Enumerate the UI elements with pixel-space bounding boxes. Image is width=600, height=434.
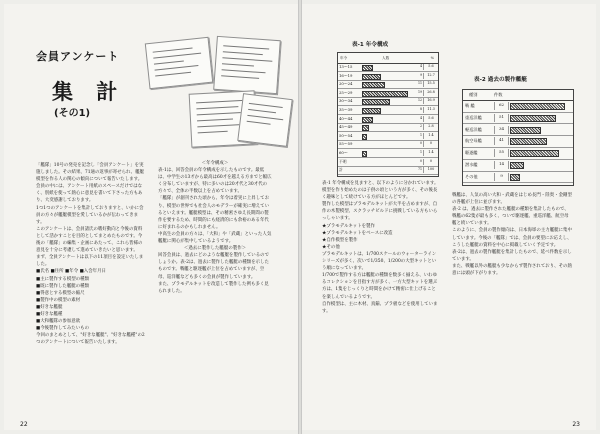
table2-row [463, 160, 573, 172]
table1-bar [362, 91, 408, 97]
table2-row-value: 41 [494, 137, 509, 145]
article-subtitle: (その1) [54, 108, 91, 119]
table1-row-label: 16〜19 [339, 72, 353, 78]
table1-bar [362, 65, 373, 71]
table2-row-label: その他 [465, 173, 478, 179]
table2-header: 種別 件数 [463, 90, 573, 101]
table2-row-label: 駆逐艦 [465, 150, 478, 156]
table2-row-value: 55 [494, 149, 509, 157]
table1-row-label: 40〜44 [339, 115, 353, 121]
table1-row-count: 12 [417, 98, 422, 103]
table1-row-value: 2.8 [423, 124, 438, 130]
table1-caption: 表-1 年令構成 [352, 42, 389, 48]
table2-row-label: 軽巡洋艦 [465, 126, 482, 132]
table1-row-label: 13〜15 [339, 64, 353, 69]
table2-row [463, 172, 573, 184]
page-number-right: 23 [572, 421, 580, 428]
table2-bar [510, 115, 556, 122]
questionnaire-photo-1 [145, 37, 213, 89]
table1-row-label: 計 [339, 167, 343, 173]
table1-row-count: 19 [417, 89, 422, 94]
table1-row-value: 15.5 [423, 81, 438, 87]
survey-item: ■既に製作した艦艇の種類 [36, 283, 90, 289]
article-kicker: 会員アンケート [36, 50, 120, 63]
table1-row-label: 60〜 [339, 150, 348, 155]
table1-row-value: 1.4 [423, 133, 438, 139]
table1-row-value: 1.4 [423, 150, 438, 156]
table2-bar [510, 162, 524, 169]
table1-row-label: 25〜29 [339, 89, 353, 95]
table2-bar [510, 127, 541, 134]
left-column-1: 「艦隊」10号の発売を記念し「会員アンケート」を実施しました。その結果、71通の返事が寄せられ、艦艇模型を作る人の関心の傾向について報告いたします。 会員の中には、アンケート用紙のスペースだけではなく、別紙を使って熱心に意見を書いて下さった方もあり、大変感謝しております。 1つ1つのアンケートを集計しておりますと、いかに会員の方々が艦艇模型を愛しているかが伝わってきます。 このアンケートは、会員諸氏の嗜好動向と今後の資料として活かすことを目的としてまとめたものです。今後の「艦隊」の編集・企画にあたって、これら皆様の意見を十分に考慮して進めていきたいと思います。 まず、全員アンケートは以下の11項目を設定いたしました。 ■氏名 ■住所 ■年令 ■入会年月日 ■主に製作する模型の種類 ■既に製作した艦艇の種類 ■得意とする模型の縮尺 ■製作中の模型の素材 ■好きな艦艇 ■好きな艦種 ■大和艦隊の参加意欲 ■今後製作してみたいもの 今回のまとめとして、"好きな艦艇"、"好きな艦種"の2つのアンケートについて報告いたします。 [36, 163, 145, 346]
survey-item: ■主に製作する模型の種類 [36, 276, 90, 282]
page-number-left: 22 [20, 421, 28, 428]
table2-row-value: 34 [494, 126, 509, 134]
table1-row-label: 30〜34 [339, 98, 353, 104]
table1-row-label: 45〜49 [339, 124, 353, 130]
table2-past-built-ships [462, 89, 574, 186]
survey-item: ■今後製作してみたいもの [36, 326, 90, 332]
table2-row-value: 9 [494, 173, 509, 181]
table1-bar [362, 134, 367, 140]
table2-row [463, 148, 573, 160]
survey-item: ■好きな艦艇 [36, 304, 63, 310]
table1-row-count: 2 [419, 124, 422, 129]
table1-row-count: 0 [419, 158, 422, 163]
table1-header: 年令 人数 % [338, 53, 438, 64]
table2-row-label: 潜水艦 [465, 162, 478, 167]
table1-bar [362, 74, 381, 80]
table1-bar [362, 151, 367, 157]
questionnaire-photo-2 [213, 36, 281, 94]
table1-row-value: 0 [423, 159, 438, 165]
table1-row-value: 100 [423, 167, 438, 173]
table1-row-count: 9 [419, 72, 422, 77]
table1-row-value: 12.7 [423, 73, 438, 79]
table1-bar [362, 82, 385, 88]
table1-row-count: 1 [419, 132, 422, 137]
survey-item: ■製作中の模型の素材 [36, 297, 81, 303]
table2-row-value: 14 [494, 161, 509, 169]
table1-row-value: 0 [423, 141, 438, 147]
table1-row-label: 55〜59 [339, 141, 353, 147]
table1-bar [362, 117, 373, 123]
table1-bar [362, 108, 381, 114]
table1-row-label: 20〜24 [339, 81, 353, 87]
table1-row-value: 5.6 [423, 116, 438, 122]
table2-row [463, 101, 573, 113]
table2-row-value: 62 [494, 102, 509, 110]
survey-item: ■好きな艦種 [36, 311, 63, 317]
table2-row-value: 51 [494, 114, 509, 122]
table1-bar [362, 125, 369, 131]
book-gutter [298, 0, 302, 434]
table1-bar [362, 99, 390, 105]
table2-bar [510, 138, 547, 145]
table2-row-label: 重巡洋艦 [465, 114, 482, 120]
survey-item: ■氏名 ■住所 ■年令 ■入会年月日 [36, 269, 106, 275]
table2-row-label: 戦 艦 [465, 103, 475, 108]
table1-row-label: 35〜39 [339, 107, 353, 112]
table2-bar [510, 150, 559, 157]
article-title: 集 計 [52, 80, 126, 104]
table2-row [463, 136, 573, 148]
right-column-3: 表-1 年令構成を見ますと、以下のように分かれています。模型を作り始めたのは子供の頃という方が多く、その後長く趣味として続けている方がほとんどです。 製作した模型はプラモデルキットが大半を占めますが、自作の木製模型、スクラッチビルドに挑戦している方もいらっしゃいます。 ★プラモデルキットを製作 ★プラモデルキットをベースに改造 ★自作模型を製作 ★その他 プラモデルキットは、1/700スケールのウォーターラインシリーズが多く、次いで1/350、1/200の大型キットという順になっています。 1/700で製作する方は艦艇の種類を数多く揃える、いわゆるコレクションを目指す方が多く、一方大型キットを選ぶ方は、1隻をじっくりと時間をかけて精密に仕上げることを楽しんでいるようです。 自作模型は、主に木材、真鍮、プラ板などを使用しています。 [322, 181, 439, 314]
table2-row [463, 113, 573, 125]
questionnaire-photo-4 [237, 93, 292, 147]
table2-bar [510, 174, 520, 181]
table1-row-count: 8 [419, 107, 422, 111]
survey-item: ■大和艦隊の参加意欲 [36, 319, 81, 325]
right-column-4: 戦艦は、人気の高い大和・武蔵をはじめ長門・陸奥・金剛型の各艦が上位に並びます。 表-2 は、過去に製作された艦艇の種類を集計したもので、戦艦の62隻が最も多く、ついで駆逐艦、重巡洋艦、航空母艦と続いています。 このように、会員の製作傾向は、日本海軍の主力艦艇に集中しています。今後の「艦隊」では、会員の要望にお応えし、こうした艦艇の資料を中心に掲載していく予定です。 表-2は、過去の製作艦艇を集計したもので、延べ件数を示しています。 また、戦艦以外の艦艇も少なからず製作されており、その熱意には頭が下がります。 [452, 193, 572, 277]
table1-row [338, 166, 438, 175]
table1-row-value: 16.9 [423, 98, 438, 104]
table2-row-label: 航空母艦 [465, 138, 482, 144]
table2-caption: 表-2 過去の製作艦艇 [474, 77, 527, 83]
table1-row-value: 5.6 [423, 64, 438, 70]
table1-row-count: 4 [419, 64, 422, 68]
table1-row-value: 26.8 [423, 90, 438, 96]
table1-row-count: 1 [419, 150, 422, 154]
table2-row [463, 125, 573, 137]
table1-row-count: 0 [419, 141, 422, 146]
table1-row-label: 不明 [339, 158, 347, 164]
left-column-2: ＜年令構成＞ 表-1は、回答会員の年令構成を示したものです。最低は、中学生の13才から最高は60才を越える方までと幅広く分布していますが、特に多いのは20才代と30才代の方々で、全体の半数以上を占めています。 「艦隊」が創刊された頃から、年令は着実に上昇しており、模型の世界でも社会人のモデラーが確実に増えているといえます。艦艇模型は、その精密さゆえ長期間の製作を要するため、時間的にも経済的にも余裕のある年代に好まれるのかもしれません。 中高生の会員の方々は、「大和」や「武蔵」といった人気艦艇に関心が集中しているようです。 ＜過去に製作した艦艇の製作＞ 回答会員は、過去にどのような艦艇を製作しているのでしょうか。表-2は、過去に製作した艦艇の種類を示したものです。戦艦と駆逐艦が上位を占めていますが、空母、巡洋艦なども多くの会員が製作しています。 また、プラモデルキットを改造して製作した例も多く見られました。 [158, 161, 272, 294]
table1-row-value: 11.3 [423, 107, 438, 113]
table1-row-count: 71 [417, 167, 422, 172]
table1-row-count: 11 [417, 81, 422, 86]
survey-item: ■得意とする模型の縮尺 [36, 290, 85, 296]
table1-row-label: 50〜54 [339, 132, 353, 138]
table2-bar [510, 103, 565, 110]
table1-row-count: 4 [419, 115, 422, 120]
table1-age-composition [337, 52, 439, 177]
